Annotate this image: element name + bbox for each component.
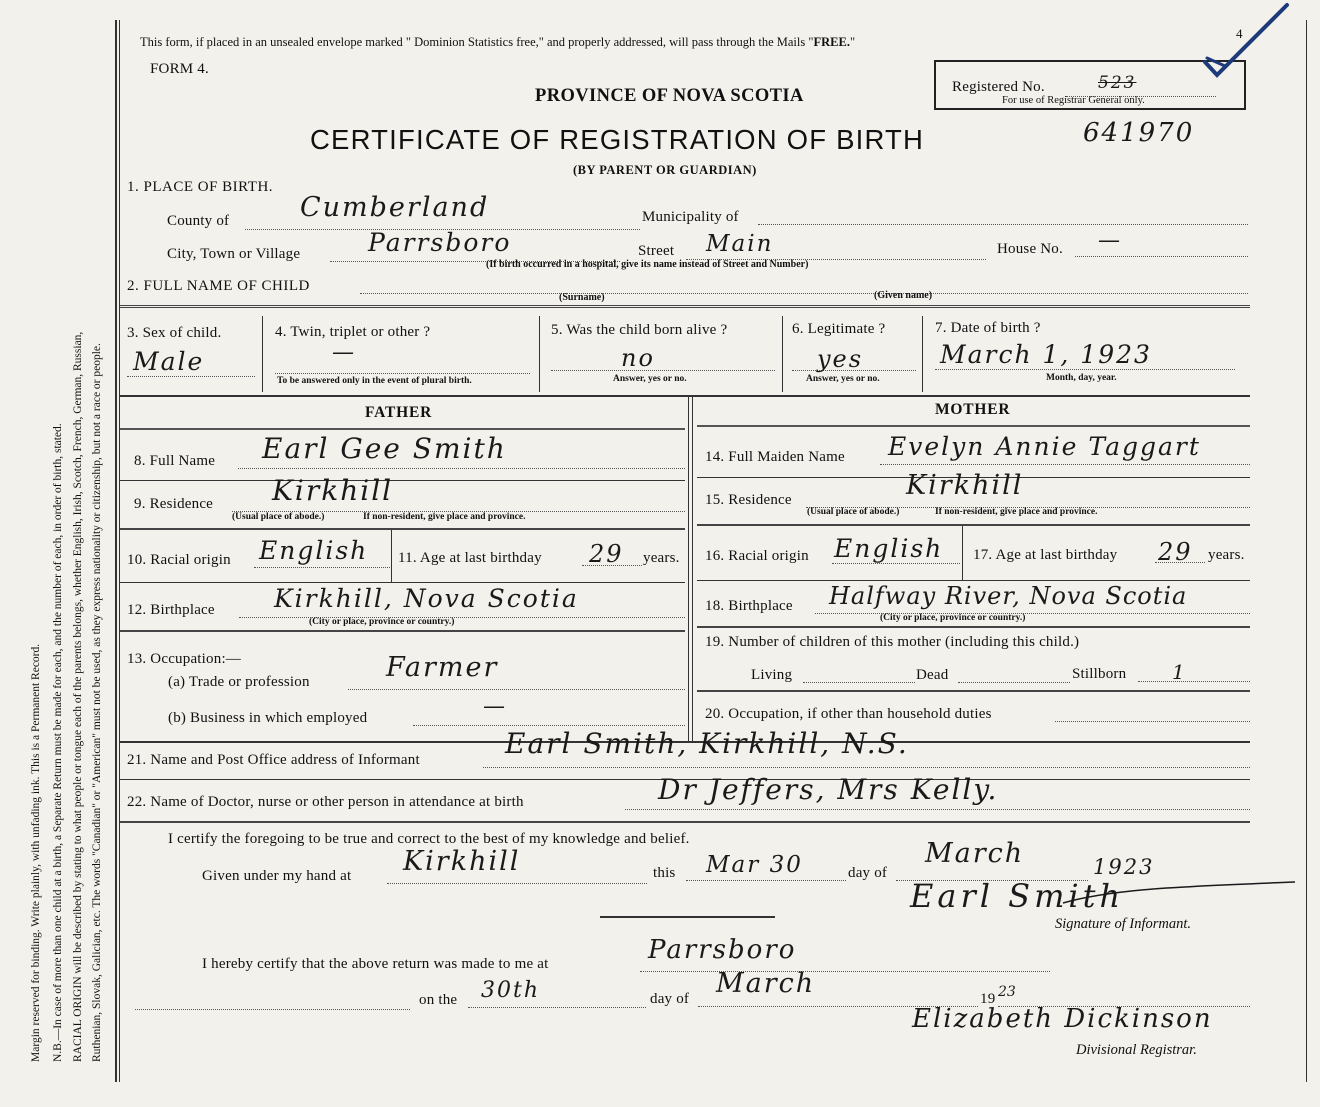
certificate-subtitle: (BY PARENT OR GUARDIAN) bbox=[573, 163, 757, 177]
margin-note-nb: N.B.—In case of more than one child at a birth, a Separate Return must be made for each, and the number of each, in order of birth, stated. bbox=[52, 423, 64, 1062]
children-count-label: 19. Number of children of this mother (including this child.) bbox=[705, 634, 1080, 650]
mother-age-unit: years. bbox=[1208, 547, 1245, 563]
given-name-caption: (Given name) bbox=[874, 290, 933, 301]
father-name-label: 8. Full Name bbox=[134, 453, 216, 469]
father-birthplace-label: 12. Birthplace bbox=[127, 602, 215, 618]
postal-note: This form, if placed in an unsealed envelope marked " Dominion Statistics free," and properly addressed, will pass through the Mails "FREE." bbox=[140, 35, 856, 49]
certify-day-of-label: day of bbox=[848, 865, 888, 881]
registered-number-label: Registered No. bbox=[952, 79, 1045, 95]
legitimate-label: 6. Legitimate ? bbox=[792, 321, 886, 337]
born-alive-value: no bbox=[621, 344, 655, 372]
date-of-birth-value: March 1, 1923 bbox=[940, 340, 1152, 369]
check-mark-icon bbox=[1195, 0, 1305, 85]
father-residence-label: 9. Residence bbox=[134, 496, 214, 512]
street-value: Main bbox=[706, 231, 774, 257]
registrar-year-prefix: 19 bbox=[980, 991, 996, 1007]
mother-age-value: 29 bbox=[1158, 538, 1193, 566]
registrar-statement: I hereby certify that the above return was made to me at bbox=[202, 956, 549, 972]
mother-birthplace-label: 18. Birthplace bbox=[705, 598, 793, 614]
this-day-value: Mar 30 bbox=[706, 852, 803, 878]
signature-flourish bbox=[1055, 878, 1300, 918]
born-alive-note: Answer, yes or no. bbox=[613, 374, 687, 384]
section-rule bbox=[120, 305, 1250, 308]
father-age-value: 29 bbox=[589, 540, 624, 568]
twin-label: 4. Twin, triplet or other ? bbox=[275, 324, 431, 340]
twin-note: To be answered only in the event of plural birth. bbox=[277, 376, 472, 386]
mother-heading: MOTHER bbox=[935, 401, 1011, 418]
corner-mark: 4 bbox=[1236, 26, 1243, 41]
certificate-title: CERTIFICATE OF REGISTRATION OF BIRTH bbox=[310, 124, 925, 155]
mother-birthplace-value: Halfway River, Nova Scotia bbox=[829, 582, 1188, 610]
margin-rule-inner bbox=[119, 20, 120, 1082]
father-age-unit: years. bbox=[643, 550, 680, 566]
right-border bbox=[1306, 20, 1307, 1082]
registrar-month-value: March bbox=[716, 968, 816, 999]
given-place-value: Kirkhill bbox=[403, 846, 521, 877]
on-the-value: 30th bbox=[481, 978, 541, 1003]
father-trade-label: (a) Trade or profession bbox=[168, 674, 310, 690]
father-racial-value: English bbox=[259, 536, 369, 565]
doctor-value: Dr Jeffers, Mrs Kelly. bbox=[658, 773, 999, 806]
mother-occupation-label: 20. Occupation, if other than household duties bbox=[705, 706, 992, 722]
child-name-heading: 2. FULL NAME OF CHILD bbox=[127, 278, 310, 294]
city-label: City, Town or Village bbox=[167, 246, 301, 262]
margin-note-racial-cont: Ruthenian, Slovak, Galician, etc. The words "Canadian" or "American" must not be used, as they express nationality or citizenship, but not a race or people. bbox=[91, 343, 103, 1062]
mother-age-label: 17. Age at last birthday bbox=[973, 547, 1118, 563]
father-business-label: (b) Business in which employed bbox=[168, 710, 368, 726]
mother-racial-value: English bbox=[834, 534, 944, 563]
county-label: County of bbox=[167, 213, 230, 229]
doctor-label: 22. Name of Doctor, nurse or other person in attendance at birth bbox=[127, 794, 524, 810]
province-heading: PROVINCE OF NOVA SCOTIA bbox=[535, 86, 804, 106]
registrar-general-note: For use of Registrar General only. bbox=[1002, 95, 1145, 106]
father-residence-note-nonresident: If non-resident, give place and province. bbox=[363, 512, 526, 522]
registrar-day-of-label: day of bbox=[650, 991, 690, 1007]
margin-note-binding: Margin reserved for binding. Write plainly, with unfading ink. This is a Permanent Record. bbox=[30, 643, 42, 1062]
mother-racial-label: 16. Racial origin bbox=[705, 548, 809, 564]
stillborn-value: 1 bbox=[1172, 660, 1187, 684]
margin-note-racial: RACIAL ORIGIN will be described by stating to what people or tongue each of the parents belongs, whether English, Irish, Scotch, French, German, Russian, bbox=[72, 331, 84, 1062]
hospital-note: (If birth occurred in a hospital, give its name instead of Street and Number) bbox=[486, 259, 809, 270]
father-residence-value: Kirkhill bbox=[272, 474, 394, 507]
informant-signature-caption: Signature of Informant. bbox=[1055, 916, 1192, 932]
this-label: this bbox=[653, 865, 676, 881]
twin-value: — bbox=[332, 340, 356, 365]
street-label: Street bbox=[638, 243, 675, 259]
surname-caption: (Surname) bbox=[559, 292, 605, 303]
informant-label: 21. Name and Post Office address of Informant bbox=[127, 752, 420, 768]
mother-residence-note-nonresident: If non-resident, give place and province. bbox=[935, 507, 1098, 517]
house-number-value: — bbox=[1098, 228, 1122, 253]
legitimate-note: Answer, yes or no. bbox=[806, 374, 880, 384]
given-under-label: Given under my hand at bbox=[202, 868, 352, 884]
born-alive-label: 5. Was the child born alive ? bbox=[551, 322, 728, 338]
certificate-number: 641970 bbox=[1083, 118, 1195, 148]
registrar-place-value: Parrsboro bbox=[648, 935, 797, 965]
father-racial-label: 10. Racial origin bbox=[127, 552, 231, 568]
registered-number-value: 523 bbox=[1098, 73, 1137, 93]
father-occupation-label: 13. Occupation:— bbox=[127, 651, 242, 667]
informant-signature: Earl Smith bbox=[910, 877, 1125, 915]
father-residence-note-abode: (Usual place of abode.) bbox=[232, 512, 325, 522]
mother-name-label: 14. Full Maiden Name bbox=[705, 449, 845, 465]
mother-birthplace-note: (City or place, province or country.) bbox=[880, 613, 1026, 623]
city-value: Parrsboro bbox=[368, 228, 512, 257]
certify-year-value: 1923 bbox=[1093, 855, 1155, 879]
registrar-caption: Divisional Registrar. bbox=[1076, 1042, 1197, 1058]
father-name-value: Earl Gee Smith bbox=[262, 432, 507, 465]
place-of-birth-heading: 1. PLACE OF BIRTH. bbox=[127, 179, 274, 195]
informant-value: Earl Smith, Kirkhill, N.S. bbox=[505, 727, 909, 760]
father-birthplace-value: Kirkhill, Nova Scotia bbox=[274, 584, 579, 613]
mother-residence-label: 15. Residence bbox=[705, 492, 792, 508]
on-the-label: on the bbox=[419, 992, 458, 1008]
sex-label: 3. Sex of child. bbox=[127, 325, 222, 341]
father-birthplace-note: (City or place, province or country.) bbox=[309, 617, 455, 627]
mother-name-value: Evelyn Annie Taggart bbox=[888, 432, 1201, 461]
mother-residence-value: Kirkhill bbox=[906, 470, 1024, 501]
county-value: Cumberland bbox=[300, 192, 490, 223]
margin-rule bbox=[115, 20, 117, 1082]
date-of-birth-label: 7. Date of birth ? bbox=[935, 320, 1041, 336]
father-trade-value: Farmer bbox=[386, 652, 499, 683]
sex-value: Male bbox=[133, 347, 205, 376]
dead-label: Dead bbox=[916, 667, 949, 683]
registrar-signature: Elizabeth Dickinson bbox=[912, 1004, 1213, 1034]
date-of-birth-note: Month, day, year. bbox=[1046, 373, 1117, 383]
certify-month-value: March bbox=[925, 838, 1025, 869]
registrar-year-value: 23 bbox=[998, 984, 1016, 1000]
father-heading: FATHER bbox=[365, 404, 433, 421]
stillborn-label: Stillborn bbox=[1072, 666, 1127, 682]
living-label: Living bbox=[751, 667, 793, 683]
father-business-value: — bbox=[483, 694, 507, 719]
certify-statement: I certify the foregoing to be true and correct to the best of my knowledge and belief. bbox=[168, 831, 690, 847]
mother-residence-note-abode: (Usual place of abode.) bbox=[807, 507, 900, 517]
legitimate-value: yes bbox=[817, 345, 864, 373]
municipality-label: Municipality of bbox=[642, 209, 739, 225]
form-number: FORM 4. bbox=[150, 61, 209, 77]
father-age-label: 11. Age at last birthday bbox=[398, 550, 542, 566]
house-number-label: House No. bbox=[997, 241, 1063, 257]
